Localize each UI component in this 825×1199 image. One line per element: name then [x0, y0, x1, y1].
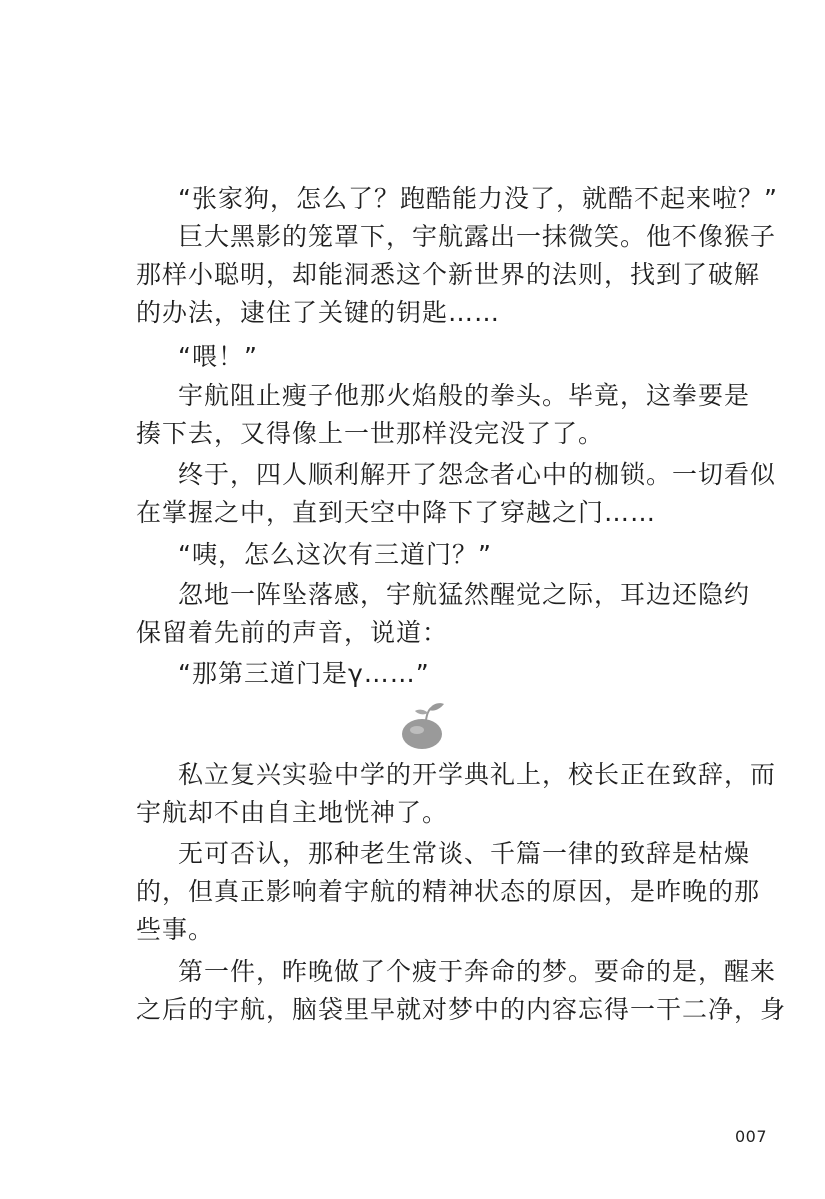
paragraph-4: [136, 377, 751, 453]
paragraph-11: [136, 953, 787, 1029]
paragraph-line: 揍下去，又得像上一世那样没完没了了。: [136, 419, 605, 448]
paragraph-line: “那第三道门是γ……”: [178, 659, 430, 688]
paragraph-line: “喂！”: [178, 342, 258, 371]
seed-highlight: [410, 726, 424, 734]
paragraph-line: 终于，四人顺利解开了怨念者心中的枷锁。一切看似: [178, 460, 777, 489]
paragraph-line: 第一件，昨晚做了个疲于奔命的梦。要命的是，醒来: [178, 957, 777, 986]
paragraph-5: [136, 456, 777, 532]
paragraph-line: 那样小聪明，却能洞悉这个新世界的法则，找到了破解: [136, 260, 761, 289]
paragraph-line: 无可否认，那种老生常谈、千篇一律的致辞是枯燥: [178, 839, 751, 868]
paragraph-line: 私立复兴实验中学的开学典礼上，校长正在致辞，而: [178, 760, 777, 789]
paragraph-9: [136, 756, 777, 832]
page-number: 007: [734, 1127, 767, 1146]
paragraph-7: [136, 576, 751, 652]
paragraph-2: [136, 218, 777, 332]
sprout-leaf-right: [429, 703, 444, 711]
paragraph-line: 宇航却不由自主地恍神了。: [136, 798, 449, 827]
paragraph-6: [178, 536, 758, 574]
paragraph-1: [178, 180, 778, 218]
paragraph-line: “张家狗，怎么了？跑酷能力没了，就酷不起来啦？”: [178, 184, 778, 213]
paragraph-10: [136, 835, 761, 949]
paragraph-3: [178, 338, 758, 376]
paragraph-8: [178, 655, 758, 693]
paragraph-line: “咦，怎么这次有三道门？”: [178, 540, 492, 569]
paragraph-line: 宇航阻止瘦子他那火焰般的拳头。毕竟，这拳要是: [178, 381, 751, 410]
seed-body: [402, 719, 442, 749]
paragraph-line: 忽地一阵坠落感，宇航猛然醒觉之际，耳边还隐约: [178, 580, 751, 609]
paragraph-line: 的，但真正影响着宇航的精神状态的原因，是昨晚的那: [136, 877, 761, 906]
sprout-leaf-left: [415, 710, 428, 715]
paragraph-line: 之后的宇航，脑袋里早就对梦中的内容忘得一干二净，身: [136, 995, 787, 1024]
sprouting-seed-icon: [400, 700, 448, 750]
paragraph-line: 在掌握之中，直到天空中降下了穿越之门……: [136, 498, 657, 527]
paragraph-line: 保留着先前的声音，说道：: [136, 618, 449, 647]
paragraph-line: 巨大黑影的笼罩下，宇航露出一抹微笑。他不像猴子: [178, 222, 777, 251]
paragraph-line: 些事。: [136, 915, 215, 944]
paragraph-line: 的办法，逮住了关键的钥匙……: [136, 298, 501, 327]
